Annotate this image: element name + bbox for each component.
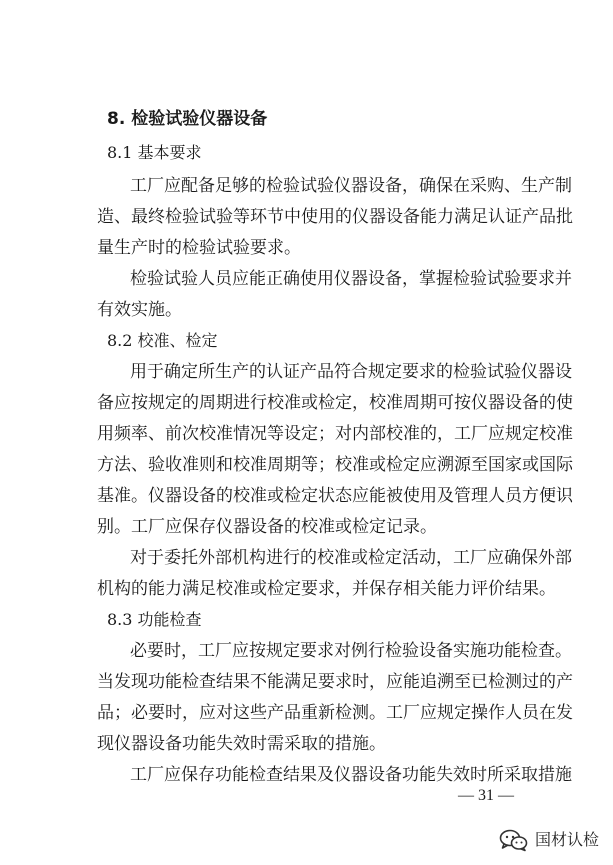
paragraph-line: 工厂应保存功能检查结果及仪器设备功能失效时所采取措施: [130, 765, 572, 785]
section-title: 8. 检验试验仪器设备: [107, 109, 268, 129]
paragraph-line: 基准。仪器设备的校准或检定状态应能被使用及管理人员方便识: [97, 486, 573, 506]
paragraph-line: 备应按规定的周期进行校准或检定，校准周期可按仪器设备的使: [97, 393, 573, 413]
paragraph-line: 当发现功能检查结果不能满足要求时，应能追溯至已检测过的产: [97, 672, 573, 692]
paragraph-line: 必要时，工厂应按规定要求对例行检验设备实施功能检查。: [130, 641, 572, 661]
paragraph-line: 别。工厂应保存仪器设备的校准或检定记录。: [97, 517, 437, 537]
paragraph-line: 对于委托外部机构进行的校准或检定活动，工厂应确保外部: [130, 548, 572, 568]
wechat-icon: [499, 828, 529, 852]
page-number: — 31 —: [458, 787, 514, 804]
subsection-heading-8-3: 8.3 功能检查: [107, 610, 202, 629]
subsection-heading-8-1: 8.1 基本要求: [107, 143, 202, 162]
paragraph-line: 检验试验人员应能正确使用仪器设备，掌握检验试验要求并: [130, 269, 572, 289]
paragraph-line: 工厂应配备足够的检验试验仪器设备，确保在采购、生产制: [130, 176, 572, 196]
paragraph-line: 量生产时的检验试验要求。: [97, 238, 301, 258]
paragraph-line: 用频率、前次校准情况等设定；对内部校准的，工厂应规定校准: [97, 424, 573, 444]
paragraph-line: 造、最终检验试验等环节中使用的仪器设备能力满足认证产品批: [97, 207, 573, 227]
watermark-text: 国材认检: [534, 830, 599, 849]
paragraph-line: 方法、验收准则和校准周期等；校准或检定应溯源至国家或国际: [97, 455, 573, 475]
paragraph-line: 品；必要时，应对这些产品重新检测。工厂应规定操作人员在发: [97, 703, 573, 723]
watermark: [499, 826, 599, 854]
paragraph-line: 现仪器设备功能失效时需采取的措施。: [97, 734, 386, 754]
paragraph-line: 有效实施。: [97, 300, 182, 320]
paragraph-line: 机构的能力满足校准或检定要求，并保存相关能力评价结果。: [97, 579, 556, 599]
subsection-heading-8-2: 8.2 校准、检定: [107, 331, 218, 350]
paragraph-line: 用于确定所生产的认证产品符合规定要求的检验试验仪器设: [130, 362, 572, 382]
